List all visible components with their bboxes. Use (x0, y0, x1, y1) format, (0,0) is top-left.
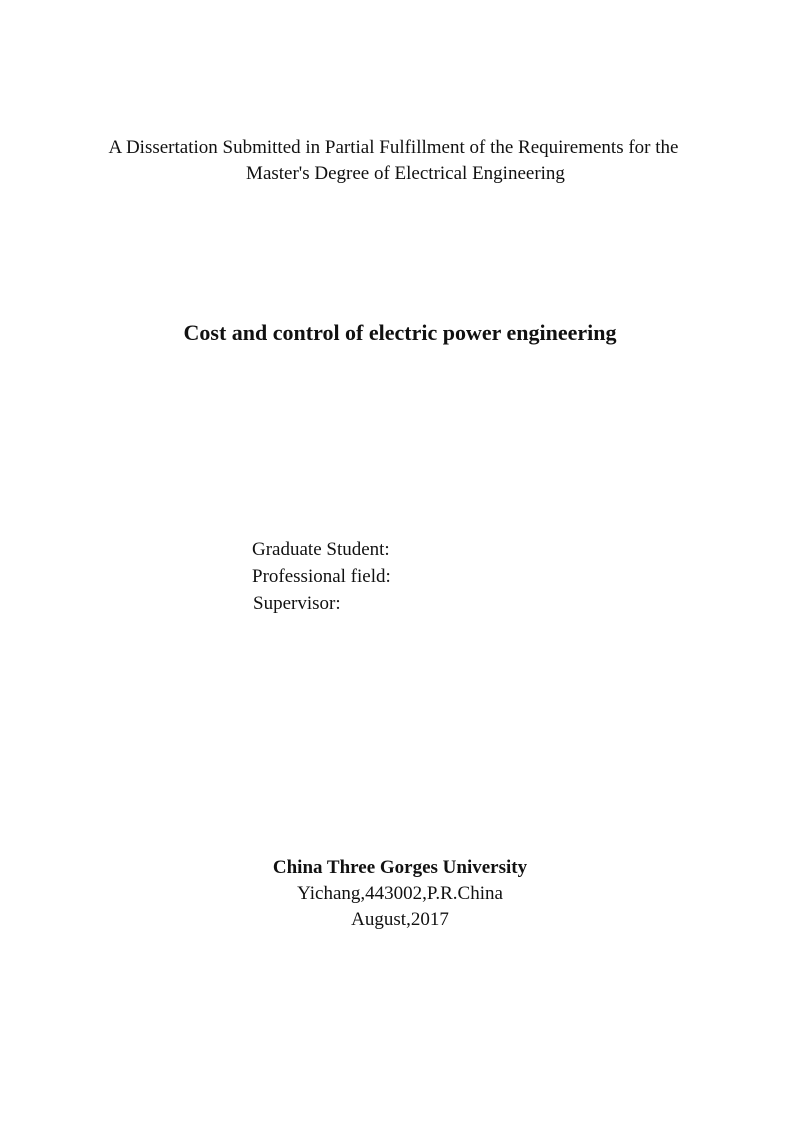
author-info-block (252, 536, 391, 617)
dissertation-title: Cost and control of electric power engineering (183, 320, 617, 345)
university-address: Yichang,443002,P.R.China (297, 883, 503, 904)
university-name: China Three Gorges University (272, 857, 528, 878)
submission-statement (0, 135, 793, 187)
professional-field-label: Professional field: (252, 566, 391, 587)
graduate-student-label: Graduate Student: (252, 539, 390, 560)
submission-date: August,2017 (351, 909, 449, 930)
supervisor-label: Supervisor: (253, 593, 341, 614)
institution-block (0, 855, 793, 933)
submission-line-1: A Dissertation Submitted in Partial Fulfillment of the Requirements for the (108, 137, 679, 158)
submission-line-2: Master's Degree of Electrical Engineering (246, 163, 565, 184)
